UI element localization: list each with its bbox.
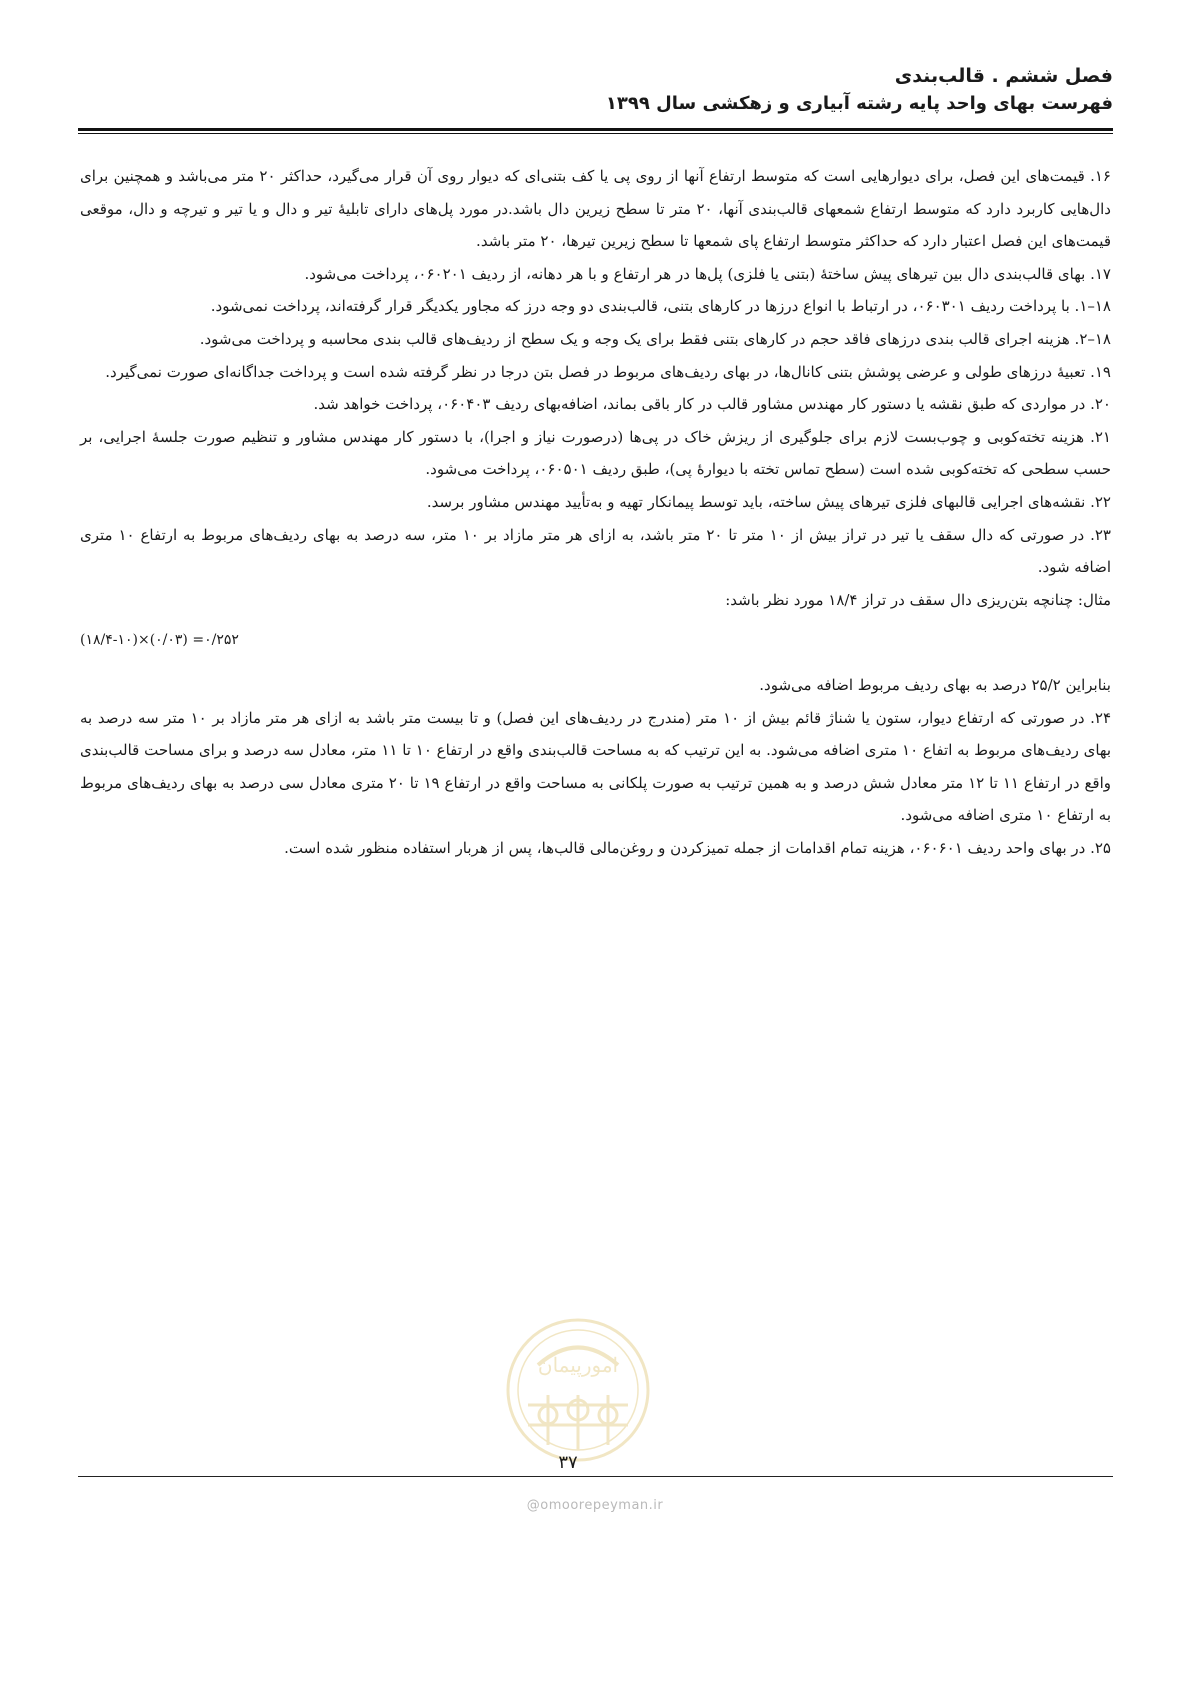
footer-divider: [78, 1476, 1113, 1477]
paragraph-25: ۲۵. در بهای واحد ردیف ۰۶۰۶۰۱، هزینه تمام اقدامات از جمله تمیزکردن و روغن‌مالی قالب‌ها، پس از هربار استفاده منظور شده است.: [284, 838, 1111, 857]
watermark-logo-text: امورپیمان: [537, 1353, 619, 1377]
example-line: مثال: چنانچه بتن‌ریزی دال سقف در تراز ۱۸/۴ مورد نظر باشد:: [725, 590, 1111, 609]
paragraph-20: ۲۰. در مواردی که طبق نقشه یا دستور کار مهندس مشاور قالب در کار باقی بماند، اضافه‌بهای ردیف ۰۶۰۴۰۳، پرداخت خواهد شد.: [313, 395, 1111, 414]
paragraph-21: ۲۱. هزینه تخته‌کوبی و چوب‌بست لازم برای جلوگیری از ریزش خاک در پی‌ها (درصورت نیاز و اجرا)، با دستور کار مهندس مشاور و تنظیم صورت جلسهٔ اجرایی، بر حسب سطحی که تخته‌کوبی شده است (سطح تماس تخته با دیوارهٔ پی)، طبق ردیف ۰۶۰۵۰۱، پرداخت می‌شود.: [80, 427, 1111, 479]
page-header: [78, 62, 1113, 118]
paragraph-22: ۲۲. نقشه‌های اجرایی قالبهای فلزی تیرهای پیش ساخته، باید توسط پیمانکار تهیه و به‌تأیید مهندس مشاور برسد.: [426, 492, 1111, 511]
paragraph-23: ۲۳. در صورتی که دال سقف یا تیر در تراز بیش از ۱۰ متر تا ۲۰ متر باشد، به ازای هر متر مازاد بر ۱۰ متر، سه درصد به بهای ردیف‌های مربوط به ارتفاع ۱۰ متری اضافه شود.: [80, 525, 1111, 577]
document-subtitle: فهرست بهای واحد پایه رشته آبیاری و زهکشی سال ۱۳۹۹: [605, 93, 1113, 114]
header-divider-thick: [78, 128, 1113, 131]
conclusion-line: بنابراین ۲۵/۲ درصد به بهای ردیف مربوط اضافه می‌شود.: [759, 675, 1111, 694]
paragraph-24: ۲۴. در صورتی که ارتفاع دیوار، ستون یا شناژ قائم بیش از ۱۰ متر (مندرج در ردیف‌های این فصل) و تا بیست متر باشد به ازای هر متر مازاد بر ۱۰ متر سه درصد به بهای ردیف‌های مربوط به اتفاع ۱۰ متری اضافه می‌شود. به این ترتیب که به مساحت قالب‌بندی واقع در ارتفاع ۱۰ تا ۱۱ متر، معادل سه درصد و برای مساحت قالب‌بندی واقع در ارتفاع ۱۱ تا ۱۲ متر معادل شش درصد و به همین ترتیب به صورت پلکانی به مساحت واقع در ارتفاع ۱۹ تا ۲۰ متری معادل سی درصد به بهای ردیف‌های مربوط به ارتفاع ۱۰ متری اضافه می‌شود.: [80, 708, 1112, 825]
paragraph-18-1: ۱۸–۱. با پرداخت ردیف ۰۶۰۳۰۱، در ارتباط با انواع درزها در کارهای بتنی، قالب‌بندی دو وجه درز که مجاور یکدیگر قرار گرفته‌اند، پرداخت نمی‌شود.: [210, 297, 1111, 316]
header-divider-thin: [78, 133, 1113, 134]
main-content: [80, 160, 1111, 864]
formula: (۱۸/۴-۱۰)×(۰/۰۳) =۰/۲۵۲: [80, 632, 239, 649]
paragraph-19: ۱۹. تعبیهٔ درزهای طولی و عرضی پوشش بتنی کانال‌ها، در بهای ردیف‌های مربوط در فصل بتن درجا در نظر گرفته شده است و پرداخت جداگانه‌ای صورت نمی‌گیرد.: [105, 362, 1111, 381]
paragraph-18-2: ۱۸–۲. هزینه اجرای قالب بندی درزهای فاقد حجم در کارهای بتنی فقط برای یک وجه و یک سطح از ردیف‌های قالب بندی محاسبه و پرداخت می‌شود.: [199, 329, 1111, 348]
chapter-title: فصل ششم . قالب‌بندی: [894, 65, 1113, 87]
paragraph-17: ۱۷. بهای قالب‌بندی دال بین تیرهای پیش ساختهٔ (بتنی یا فلزی) پل‌ها در هر ارتفاع و با هر دهانه، از ردیف ۰۶۰۲۰۱، پرداخت می‌شود.: [304, 264, 1111, 283]
paragraph-16: ۱۶. قیمت‌های این فصل، برای دیوارهایی است که متوسط ارتفاع آنها از روی پی یا کف بتنی‌ای که دیوار روی آن قرار می‌گیرد، حداکثر ۲۰ متر می‌باشد و همچنین برای دال‌هایی کاربرد دارد که متوسط ارتفاع شمعهای قالب‌بندی آنها، ۲۰ متر تا سطح زیرین دال باشد.در مورد پل‌های دارای تابلیهٔ تیر و دال و یا تیر و تیرچه و دال، موقعی قیمت‌های این فصل اعتبار دارد که حداکثر متوسط ارتفاع پای شمعها تا سطح زیرین تیرها، ۲۰ متر باشد.: [80, 167, 1111, 251]
page-number: ۳۷: [558, 1452, 578, 1473]
footer-site-watermark: @omoorepeyman.ir: [526, 1498, 664, 1513]
